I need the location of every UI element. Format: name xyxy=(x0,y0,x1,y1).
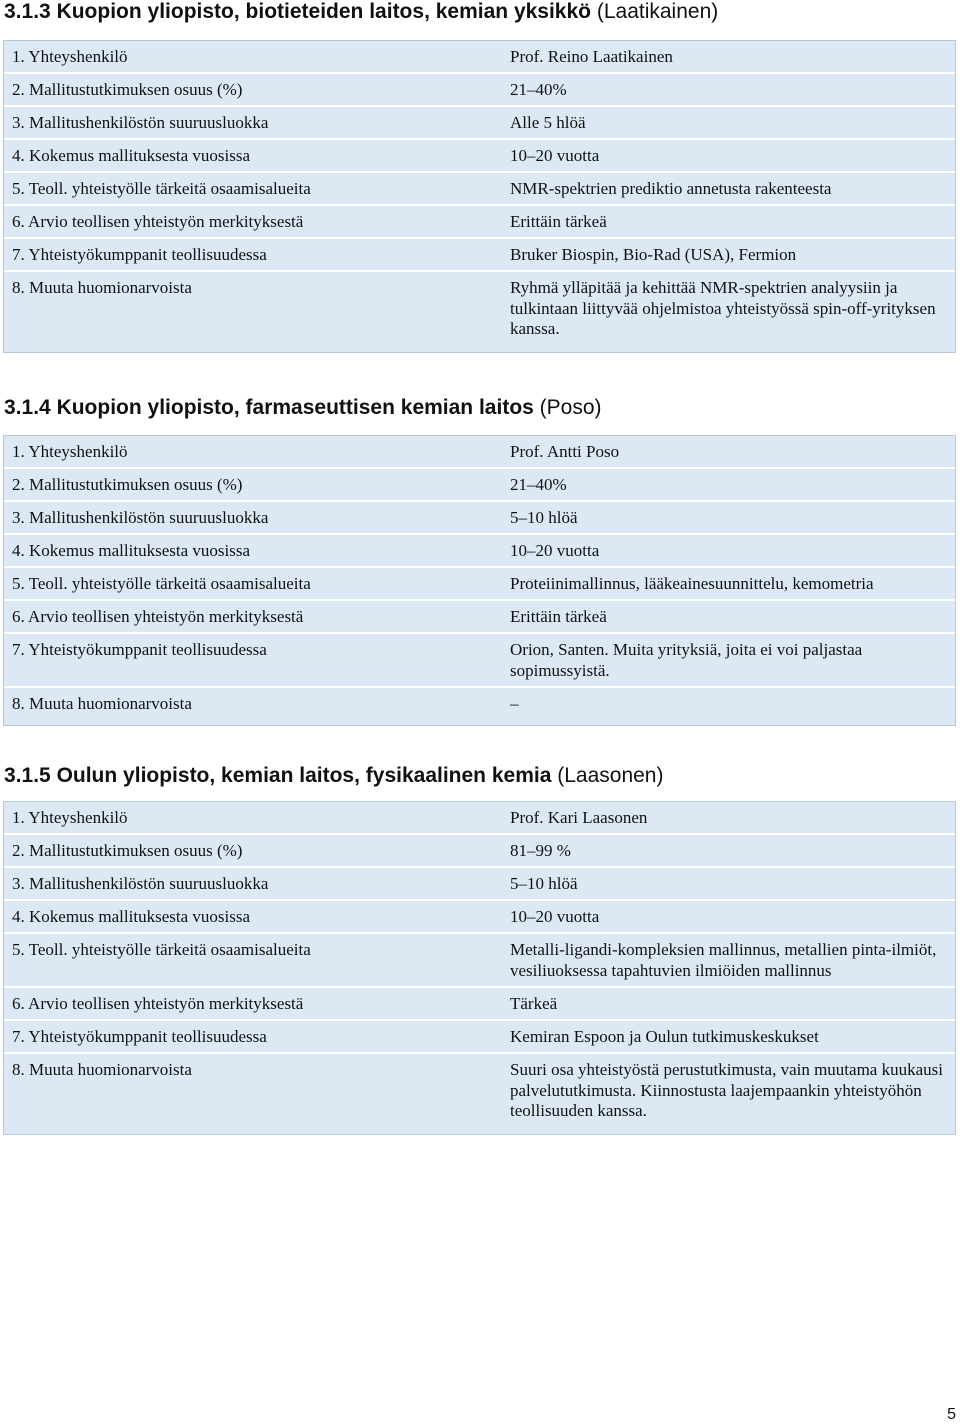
section-number: 3.1.4 xyxy=(4,396,51,419)
row-value: 21–40% xyxy=(510,80,567,99)
row-label: 7. Yhteistyökumppanit teollisuudessa xyxy=(12,245,267,264)
row-value: Prof. Antti Poso xyxy=(510,442,620,461)
row-label: 4. Kokemus mallituksesta vuosissa xyxy=(12,907,250,926)
table-row xyxy=(4,107,955,140)
row-label: 3. Mallitushenkilöstön suuruusluokka xyxy=(12,874,269,893)
table-row xyxy=(4,634,955,688)
section-heading xyxy=(4,0,718,24)
row-value: 81–99 % xyxy=(510,841,571,860)
table-row xyxy=(4,502,955,535)
row-value: Suuri osa yhteistyöstä perustutkimusta, vain muutama kuukausi palvelututkimusta. Kiinnostusta laajempaankin yhteistyöhön teollisuuden kanssa. xyxy=(510,1060,943,1120)
row-label: 3. Mallitushenkilöstön suuruusluokka xyxy=(12,113,269,132)
table-row xyxy=(4,206,955,239)
row-value: NMR-spektrien prediktio annetusta rakenteesta xyxy=(510,179,832,198)
row-value: Prof. Kari Laasonen xyxy=(510,808,648,827)
row-label: 1. Yhteyshenkilö xyxy=(12,47,128,66)
section-title: Kuopion yliopisto, farmaseuttisen kemian laitos xyxy=(56,396,534,419)
row-value: – xyxy=(510,694,519,713)
table-row xyxy=(4,802,955,835)
row-value: 10–20 vuotta xyxy=(510,146,600,165)
table-row xyxy=(4,173,955,206)
table-row xyxy=(4,934,955,988)
row-value: Alle 5 hlöä xyxy=(510,113,586,132)
row-label: 8. Muuta huomionarvoista xyxy=(12,694,192,713)
row-value: Prof. Reino Laatikainen xyxy=(510,47,673,66)
row-label: 8. Muuta huomionarvoista xyxy=(12,278,192,297)
row-value: 10–20 vuotta xyxy=(510,541,600,560)
section-heading xyxy=(4,396,602,420)
row-value: 10–20 vuotta xyxy=(510,907,600,926)
row-label: 1. Yhteyshenkilö xyxy=(12,442,128,461)
row-label: 5. Teoll. yhteistyölle tärkeitä osaamisalueita xyxy=(12,179,311,198)
table-row xyxy=(4,272,955,352)
table-row xyxy=(4,535,955,568)
table-row xyxy=(4,469,955,502)
row-value: 5–10 hlöä xyxy=(510,874,578,893)
table-row xyxy=(4,1054,955,1130)
table-row xyxy=(4,601,955,634)
info-table xyxy=(3,801,956,1135)
table-row xyxy=(4,41,955,74)
row-label: 4. Kokemus mallituksesta vuosissa xyxy=(12,541,250,560)
table-row xyxy=(4,988,955,1021)
section-title: Oulun yliopisto, kemian laitos, fysikaalinen kemia xyxy=(56,764,552,787)
row-label: 6. Arvio teollisen yhteistyön merkityksestä xyxy=(12,212,304,231)
row-value: Bruker Biospin, Bio-Rad (USA), Fermion xyxy=(510,245,797,264)
row-value: Erittäin tärkeä xyxy=(510,607,607,626)
row-value: Ryhmä ylläpitää ja kehittää NMR-spektrien analyysiin ja tulkintaan liittyvää ohjelmistoa yhteistyössä spin-off-yrityksen kanssa. xyxy=(510,278,936,338)
section-heading xyxy=(4,764,663,788)
row-value: 21–40% xyxy=(510,475,567,494)
row-label: 2. Mallitustutkimuksen osuus (%) xyxy=(12,80,243,99)
section-number: 3.1.3 xyxy=(4,0,51,23)
row-label: 5. Teoll. yhteistyölle tärkeitä osaamisalueita xyxy=(12,940,311,959)
table-row xyxy=(4,688,955,721)
row-label: 1. Yhteyshenkilö xyxy=(12,808,128,827)
row-value: Orion, Santen. Muita yrityksiä, joita ei voi paljastaa sopimussyistä. xyxy=(510,640,863,680)
table-row xyxy=(4,568,955,601)
table-row xyxy=(4,868,955,901)
row-label: 6. Arvio teollisen yhteistyön merkityksestä xyxy=(12,994,304,1013)
row-label: 7. Yhteistyökumppanit teollisuudessa xyxy=(12,640,267,659)
table-row xyxy=(4,835,955,868)
section-person: (Poso) xyxy=(539,396,602,419)
row-value: Erittäin tärkeä xyxy=(510,212,607,231)
row-label: 3. Mallitushenkilöstön suuruusluokka xyxy=(12,508,269,527)
table-row xyxy=(4,436,955,469)
row-value: Proteiinimallinnus, lääkeainesuunnittelu, kemometria xyxy=(510,574,874,593)
row-label: 2. Mallitustutkimuksen osuus (%) xyxy=(12,841,243,860)
row-value: Tärkeä xyxy=(510,994,558,1013)
row-label: 8. Muuta huomionarvoista xyxy=(12,1060,192,1079)
section-number: 3.1.5 xyxy=(4,764,51,787)
row-label: 7. Yhteistyökumppanit teollisuudessa xyxy=(12,1027,267,1046)
table-row xyxy=(4,239,955,272)
section-person: (Laatikainen) xyxy=(596,0,719,23)
table-row xyxy=(4,1021,955,1054)
row-label: 4. Kokemus mallituksesta vuosissa xyxy=(12,146,250,165)
table-row xyxy=(4,140,955,173)
section-title: Kuopion yliopisto, biotieteiden laitos, kemian yksikkö xyxy=(56,0,591,23)
page-number: 5 xyxy=(947,1406,956,1423)
row-label: 5. Teoll. yhteistyölle tärkeitä osaamisalueita xyxy=(12,574,311,593)
info-table xyxy=(3,435,956,726)
table-row xyxy=(4,74,955,107)
table-row xyxy=(4,901,955,934)
row-label: 6. Arvio teollisen yhteistyön merkityksestä xyxy=(12,607,304,626)
section-person: (Laasonen) xyxy=(557,764,664,787)
row-value: 5–10 hlöä xyxy=(510,508,578,527)
row-value: Kemiran Espoon ja Oulun tutkimuskeskukset xyxy=(510,1027,819,1046)
info-table xyxy=(3,40,956,353)
row-label: 2. Mallitustutkimuksen osuus (%) xyxy=(12,475,243,494)
row-value: Metalli-ligandi-kompleksien mallinnus, metallien pinta-ilmiöt, vesiliuoksessa tapahtuvien ilmiöiden mallinnus xyxy=(510,940,937,980)
